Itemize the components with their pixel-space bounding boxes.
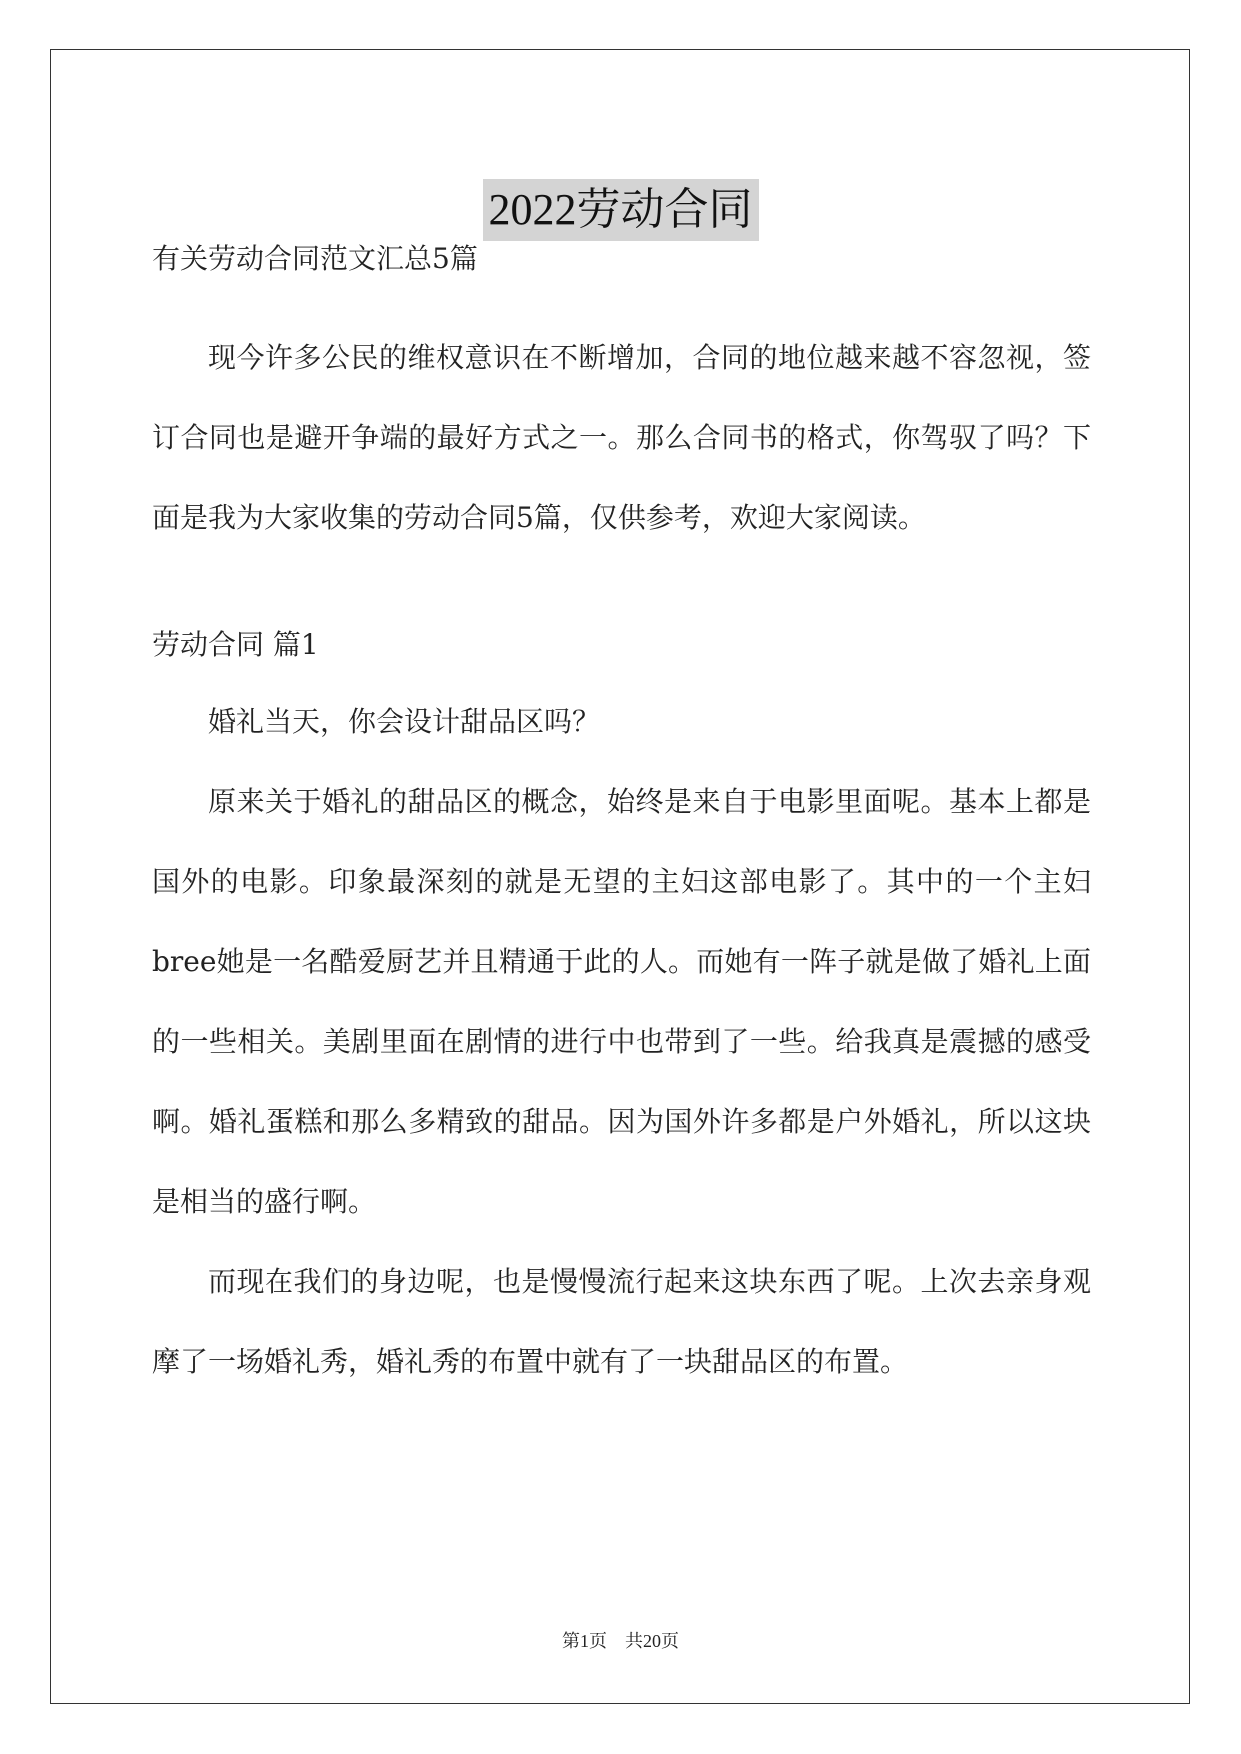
document-subtitle: 有关劳动合同范文汇总5篇: [152, 242, 478, 275]
intro-paragraph: 现今许多公民的维权意识在不断增加，合同的地位越来越不容忽视，签订合同也是避开争端的最好方式之一。那么合同书的格式，你驾驭了吗？下面是我为大家收集的劳动合同5篇，仅供参考，欢迎大家阅读。: [152, 341, 1091, 534]
document-body: [152, 238, 1091, 1402]
page-number: 第1页: [562, 1631, 607, 1651]
body-paragraph-1: 婚礼当天，你会设计甜品区吗？: [208, 705, 601, 738]
document-title: 2022劳动合同: [483, 179, 759, 241]
section-title: 劳动合同 篇1: [152, 628, 319, 661]
body-paragraph-2: 原来关于婚礼的甜品区的概念，始终是来自于电影里面呢。基本上都是国外的电影。印象最深刻的就是无望的主妇这部电影了。其中的一个主妇bree她是一名酷爱厨艺并且精通于此的人。而她有一阵子就是做了婚礼上面的一些相关。美剧里面在剧情的进行中也带到了一些。给我真是震撼的感受啊。婚礼蛋糕和那么多精致的甜品。因为国外许多都是户外婚礼，所以这块是相当的盛行啊。: [152, 785, 1091, 1218]
body-paragraph-3: 而现在我们的身边呢，也是慢慢流行起来这块东西了呢。上次去亲身观摩了一场婚礼秀，婚礼秀的布置中就有了一块甜品区的布置。: [152, 1265, 1091, 1378]
footer-spacer: [607, 1631, 625, 1651]
page-footer: [0, 1629, 1241, 1653]
page-total: 共20页: [625, 1631, 679, 1651]
